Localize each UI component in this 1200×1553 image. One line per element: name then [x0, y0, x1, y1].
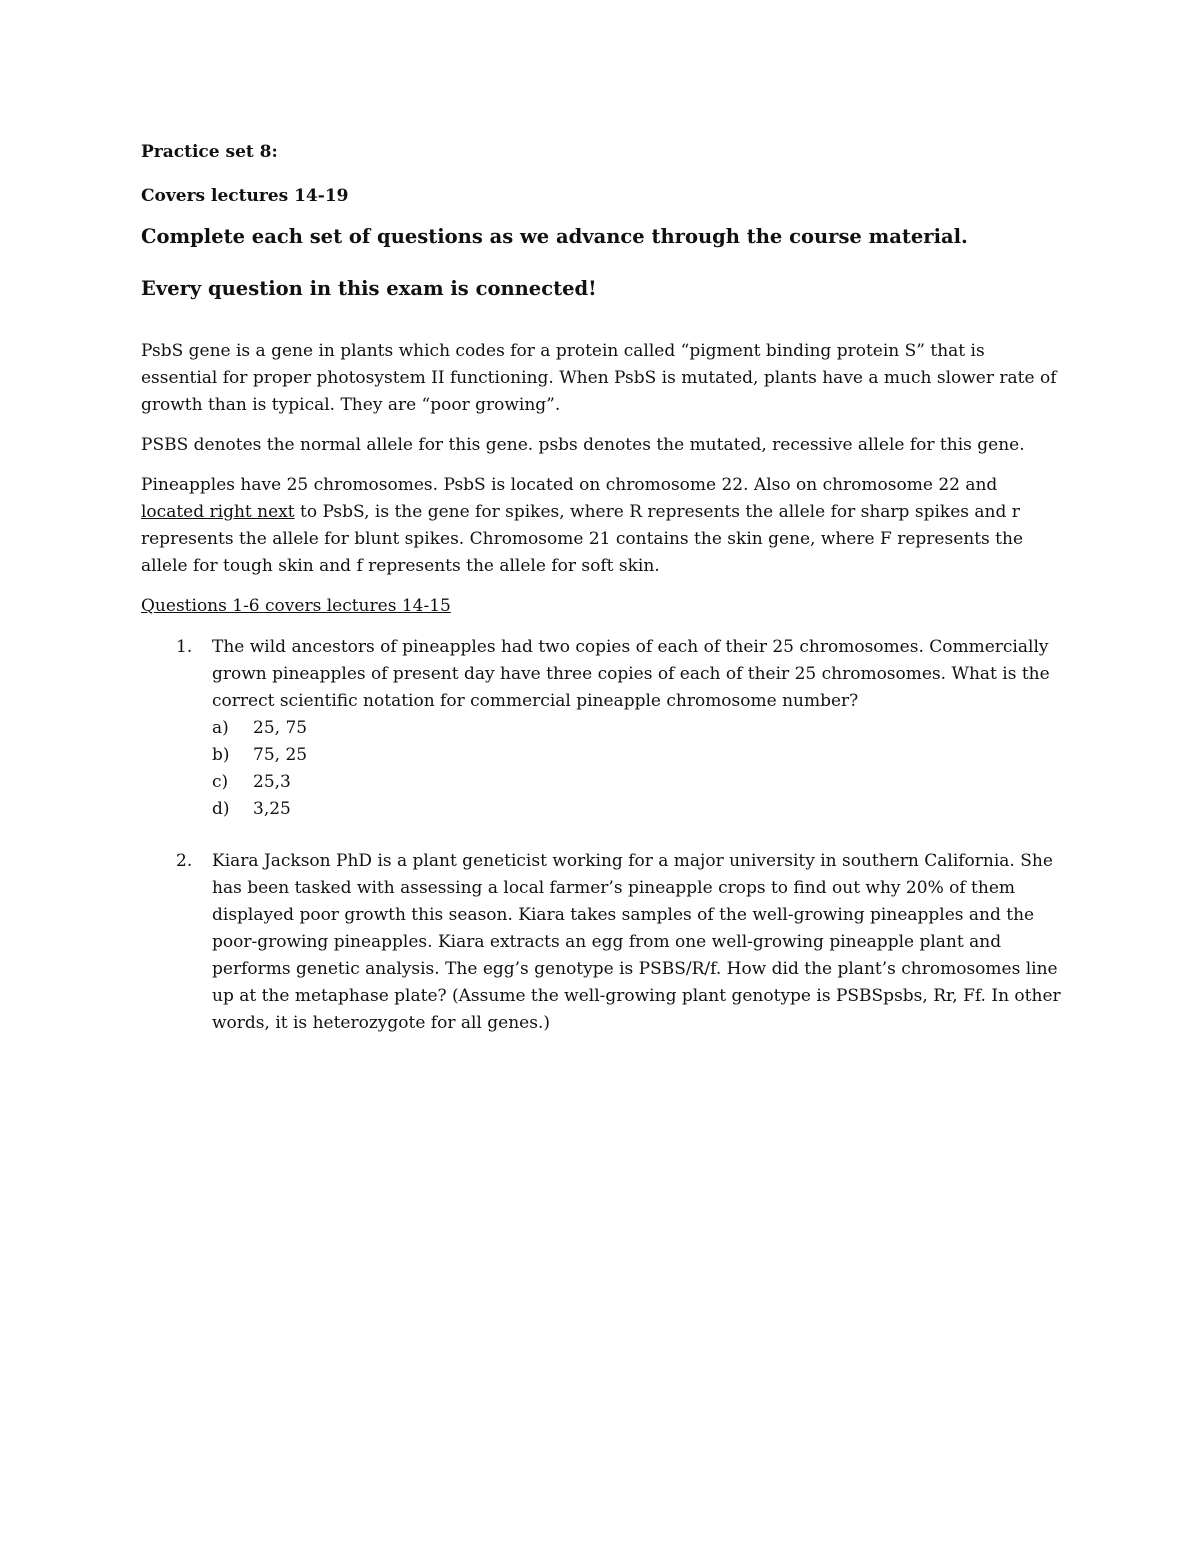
- intro-paragraph-1: PsbS gene is a gene in plants which codes for a protein called “pigment binding protein S” that is essential for proper photosystem II functioning. When PsbS is mutated, plants have a much slower rate of growth than is typical. They are “poor growing”.: [141, 341, 1057, 415]
- document-title: Practice set 8:: [141, 142, 278, 162]
- choice-text: 25, 75: [253, 718, 308, 738]
- question-text: Kiara Jackson PhD is a plant geneticist working for a major university in southern California. She has been tasked with assessing a local farmer’s pineapple crops to find out why 20% of them displayed poor growth this season. Kiara takes samples of the well-growing pineapples and the poor-growing pineapples. Kiara extracts an egg from one well-growing pineapple plant and performs genetic analysis. The egg’s genotype is PSBS/R/f. How did the plant’s chromosomes line up at the metaphase plate? (Assume the well-growing plant genotype is PSBSpsbs, Rr, Ff. In other words, it is heterozygote for all genes.): [212, 851, 1061, 1033]
- question-number: 1.: [176, 637, 193, 657]
- answer-choice: [212, 796, 1061, 823]
- choice-text: 75, 25: [253, 745, 308, 765]
- answer-choice: [212, 769, 1061, 796]
- notice-text: Every question in this exam is connected!: [141, 277, 597, 300]
- choice-text: 25,3: [253, 772, 291, 792]
- intro-paragraph-3-underlined: located right next: [141, 502, 295, 522]
- choice-letter: b): [212, 745, 230, 765]
- choice-letter: d): [212, 799, 230, 819]
- intro-paragraph-3: [141, 472, 1061, 580]
- instruction-text: Complete each set of questions as we advance through the course material.: [141, 225, 968, 248]
- choice-letter: a): [212, 718, 229, 738]
- section-heading: Questions 1-6 covers lectures 14-15: [141, 596, 451, 616]
- choice-text: 3,25: [253, 799, 291, 819]
- question-number: 2.: [176, 851, 193, 871]
- intro-paragraph-3-end: to PsbS, is the gene for spikes, where R represents the allele for sharp spikes and r represents the allele for blunt spikes. Chromosome 21 contains the skin gene, where F represents the allele for tough skin and f represents the allele for soft skin.: [141, 502, 1024, 576]
- question-text: The wild ancestors of pineapples had two copies of each of their 25 chromosomes. Commercially grown pineapples of present day have three copies of each of their 25 chromosomes. What is the correct scientific notation for commercial pineapple chromosome number?: [212, 637, 1050, 711]
- intro-paragraph-3-start: Pineapples have 25 chromosomes. PsbS is located on chromosome 22. Also on chromosome 22 and: [141, 475, 998, 495]
- choice-letter: c): [212, 772, 229, 792]
- question-2: [141, 848, 1061, 1037]
- document-page: [141, 140, 1061, 1062]
- answer-choice: [212, 742, 1061, 769]
- intro-paragraph-2: PSBS denotes the normal allele for this gene. psbs denotes the mutated, recessive allele for this gene.: [141, 435, 1025, 455]
- answer-choice: [212, 715, 1061, 742]
- answer-choices: [212, 715, 1061, 823]
- question-1: [141, 634, 1061, 823]
- document-subtitle: Covers lectures 14-19: [141, 186, 349, 206]
- question-list: [141, 634, 1061, 1037]
